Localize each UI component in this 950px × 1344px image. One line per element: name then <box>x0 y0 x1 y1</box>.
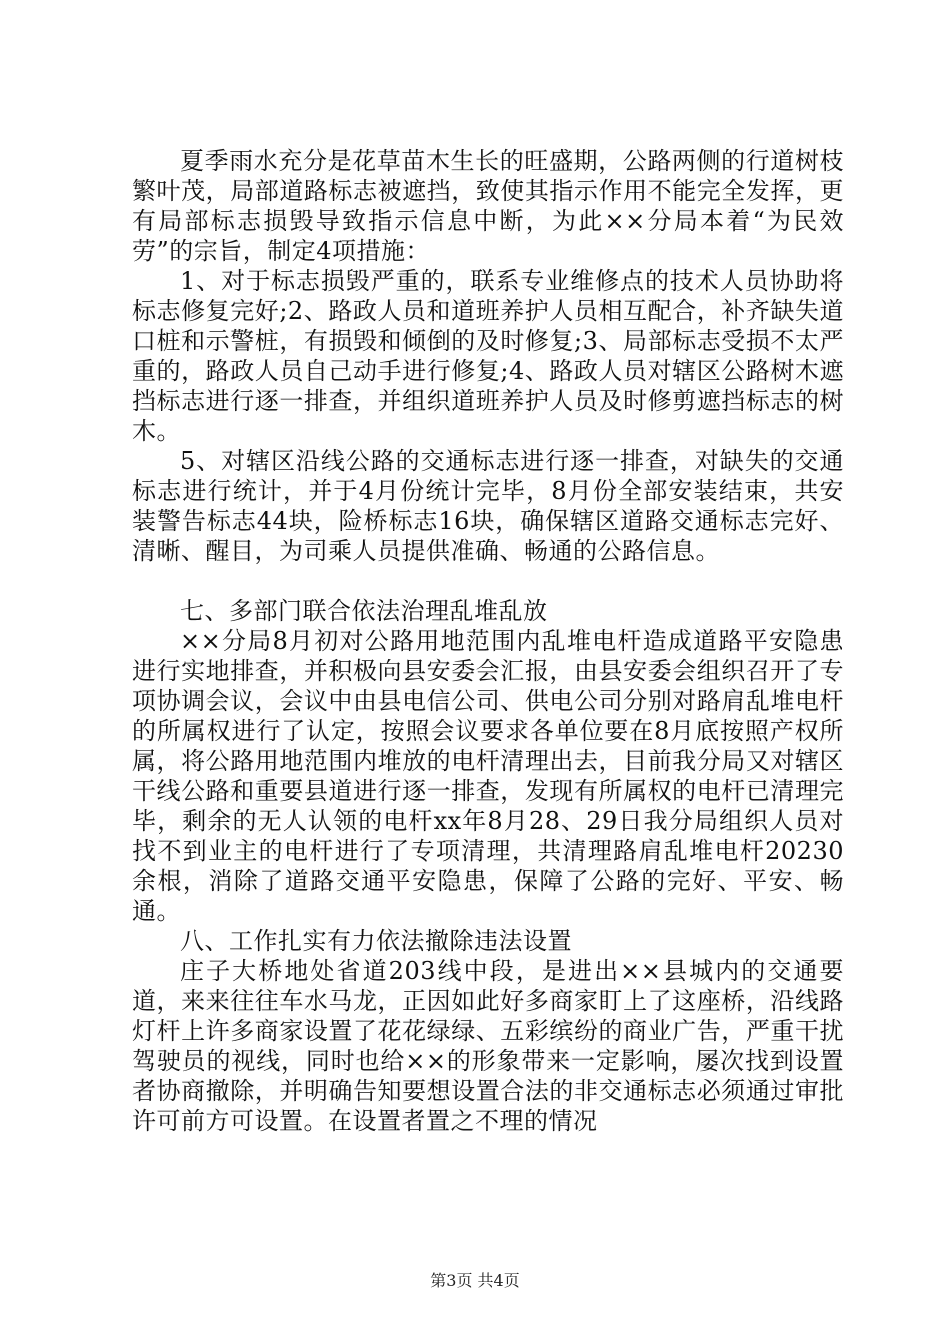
paragraph-section-8: 庄子大桥地处省道203线中段，是进出××县城内的交通要道，来来往往车水马龙，正因如此好多商家盯上了这座桥，沿线路灯杆上许多商家设置了花花绿绿、五彩缤纷的商业广告，严重干扰驾驶员的视线，同时也给××的形象带来一定影响，屡次找到设置者协商撤除，并明确告知要想设置合法的非交通标志必须通过审批许可前方可设置。在设置者置之不理的情况 <box>132 957 844 1135</box>
section-gap <box>132 566 844 596</box>
section-heading-8: 八、工作扎实有力依法撤除违法设置 <box>180 927 572 955</box>
page-footer: 第3页 共4页 <box>430 1271 520 1290</box>
document-body <box>132 146 844 1136</box>
paragraph-section-7: ××分局8月初对公路用地范围内乱堆电杆造成道路平安隐患进行实地排查，并积极向县安委会汇报，由县安委会组织召开了专项协调会议，会议中由县电信公司、供电公司分别对路肩乱堆电杆的所属权进行了认定，按照会议要求各单位要在8月底按照产权所属，将公路用地范围内堆放的电杆清理出去，目前我分局又对辖区干线公路和重要县道进行逐一排查，发现有所属权的电杆已清理完毕，剩余的无人认领的电杆xx年8月28、29日我分局组织人员对找不到业主的电杆进行了专项清理，共清理路肩乱堆电杆20230余根，消除了道路交通平安隐患，保障了公路的完好、平安、畅通。 <box>132 627 844 925</box>
paragraph-measure-5: 5、对辖区沿线公路的交通标志进行逐一排查，对缺失的交通标志进行统计，并于4月份统计完毕，8月份全部安装结束，共安装警告标志44块，险桥标志16块，确保辖区道路交通标志完好、清晰、醒目，为司乘人员提供准确、畅通的公路信息。 <box>132 447 844 565</box>
section-heading-7: 七、多部门联合依法治理乱堆乱放 <box>180 597 548 625</box>
paragraph-measures-1-4: 1、对于标志损毁严重的，联系专业维修点的技术人员协助将标志修复完好;2、路政人员和道班养护人员相互配合，补齐缺失道口桩和示警桩，有损毁和倾倒的及时修复;3、局部标志受损不太严重的，路政人员自己动手进行修复;4、路政人员对辖区公路树木遮挡标志进行逐一排查，并组织道班养护人员及时修剪遮挡标志的树木。 <box>132 267 844 445</box>
paragraph-intro: 夏季雨水充分是花草苗木生长的旺盛期，公路两侧的行道树枝繁叶茂，局部道路标志被遮挡，致使其指示作用不能完全发挥，更有局部标志损毁导致指示信息中断，为此××分局本着“为民效劳”的宗旨，制定4项措施： <box>132 147 844 265</box>
